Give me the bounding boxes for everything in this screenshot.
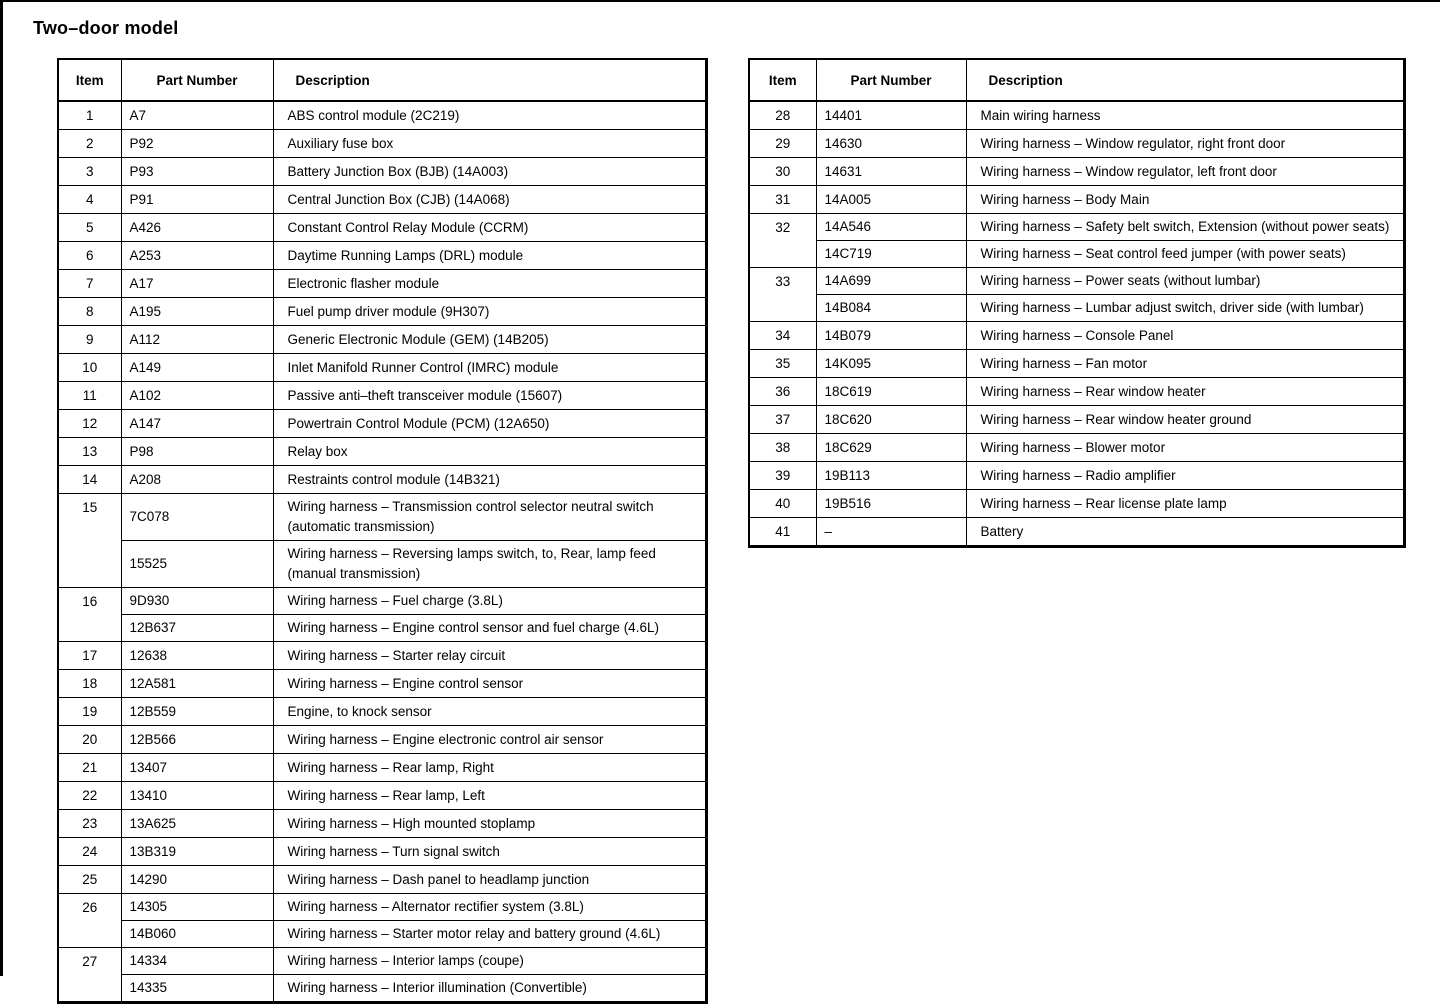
item-cell: 5	[58, 214, 121, 242]
description-cell: Central Junction Box (CJB) (14A068)	[273, 186, 707, 214]
table-row	[58, 698, 707, 726]
item-cell: 24	[58, 838, 121, 866]
item-cell: 26	[58, 894, 121, 948]
table-row	[749, 130, 1405, 158]
table-row	[58, 382, 707, 410]
table-row	[58, 158, 707, 186]
part-number-cell: 9D930	[121, 588, 273, 615]
header-row	[749, 59, 1405, 101]
part-number-cell: 14A546	[816, 214, 966, 241]
description-cell: ABS control module (2C219)	[273, 101, 707, 130]
description-cell: Wiring harness – Engine control sensor and fuel charge (4.6L)	[273, 615, 707, 642]
item-cell: 15	[58, 494, 121, 588]
item-cell: 23	[58, 810, 121, 838]
table-row	[749, 490, 1405, 518]
description-cell: Passive anti–theft transceiver module (15607)	[273, 382, 707, 410]
table-row	[749, 518, 1405, 547]
table-row	[749, 186, 1405, 214]
item-cell: 31	[749, 186, 816, 214]
description-cell: Wiring harness – Rear window heater ground	[966, 406, 1405, 434]
table-row	[58, 838, 707, 866]
description-cell: Wiring harness – Console Panel	[966, 322, 1405, 350]
part-number-cell: 13A625	[121, 810, 273, 838]
table-row	[58, 754, 707, 782]
item-cell: 13	[58, 438, 121, 466]
part-number-cell: 14290	[121, 866, 273, 894]
item-cell: 25	[58, 866, 121, 894]
table-row	[58, 298, 707, 326]
item-cell: 4	[58, 186, 121, 214]
item-cell: 21	[58, 754, 121, 782]
part-number-cell: 14630	[816, 130, 966, 158]
item-cell: 11	[58, 382, 121, 410]
description-cell: Constant Control Relay Module (CCRM)	[273, 214, 707, 242]
part-number-cell: 14631	[816, 158, 966, 186]
table-row	[58, 615, 707, 642]
column-header-description: Description	[273, 59, 707, 101]
part-number-cell: P98	[121, 438, 273, 466]
item-cell: 14	[58, 466, 121, 494]
parts-table-left	[57, 58, 708, 1004]
table-header	[58, 59, 707, 101]
description-cell: Wiring harness – Window regulator, left front door	[966, 158, 1405, 186]
part-number-cell: 12B559	[121, 698, 273, 726]
table-body	[58, 101, 707, 1003]
table-row	[749, 101, 1405, 130]
description-cell: Engine, to knock sensor	[273, 698, 707, 726]
header-row	[58, 59, 707, 101]
table-row	[749, 268, 1405, 295]
description-cell: Wiring harness – Seat control feed jumper (with power seats)	[966, 241, 1405, 268]
table-row	[749, 434, 1405, 462]
part-number-cell: P92	[121, 130, 273, 158]
description-cell: Auxiliary fuse box	[273, 130, 707, 158]
description-cell: Generic Electronic Module (GEM) (14B205)	[273, 326, 707, 354]
column-header-description: Description	[966, 59, 1405, 101]
description-cell: Wiring harness – Lumbar adjust switch, driver side (with lumbar)	[966, 295, 1405, 322]
table-row	[58, 541, 707, 588]
item-cell: 29	[749, 130, 816, 158]
item-cell: 22	[58, 782, 121, 810]
part-number-cell: 12A581	[121, 670, 273, 698]
table-row	[58, 354, 707, 382]
description-cell: Wiring harness – Transmission control selector neutral switch (automatic transmission)	[273, 494, 707, 541]
table-row	[58, 214, 707, 242]
part-number-cell: 19B516	[816, 490, 966, 518]
description-cell: Battery	[966, 518, 1405, 547]
part-number-cell: A7	[121, 101, 273, 130]
part-number-cell: A17	[121, 270, 273, 298]
description-cell: Wiring harness – Rear window heater	[966, 378, 1405, 406]
part-number-cell: 12638	[121, 642, 273, 670]
table-row	[58, 670, 707, 698]
part-number-cell: A147	[121, 410, 273, 438]
description-cell: Wiring harness – Alternator rectifier system (3.8L)	[273, 894, 707, 921]
item-cell: 36	[749, 378, 816, 406]
description-cell: Restraints control module (14B321)	[273, 466, 707, 494]
table-row	[58, 588, 707, 615]
part-number-cell: A208	[121, 466, 273, 494]
table-row	[58, 921, 707, 948]
table-row	[749, 462, 1405, 490]
part-number-cell: 18C620	[816, 406, 966, 434]
description-cell: Inlet Manifold Runner Control (IMRC) module	[273, 354, 707, 382]
description-cell: Wiring harness – Engine control sensor	[273, 670, 707, 698]
table-row	[58, 894, 707, 921]
description-cell: Wiring harness – Interior lamps (coupe)	[273, 948, 707, 975]
table-row	[749, 406, 1405, 434]
item-cell: 10	[58, 354, 121, 382]
description-cell: Relay box	[273, 438, 707, 466]
table-row	[58, 410, 707, 438]
part-number-cell: 14335	[121, 975, 273, 1003]
part-number-cell: 14C719	[816, 241, 966, 268]
item-cell: 3	[58, 158, 121, 186]
item-cell: 41	[749, 518, 816, 547]
table-row	[58, 726, 707, 754]
description-cell: Main wiring harness	[966, 101, 1405, 130]
description-cell: Wiring harness – Body Main	[966, 186, 1405, 214]
table-row	[749, 378, 1405, 406]
item-cell: 7	[58, 270, 121, 298]
table-row	[58, 242, 707, 270]
item-cell: 39	[749, 462, 816, 490]
part-number-cell: 14B060	[121, 921, 273, 948]
part-number-cell: 14B084	[816, 295, 966, 322]
table-row	[58, 975, 707, 1003]
item-cell: 37	[749, 406, 816, 434]
scan-edge-left	[0, 0, 3, 976]
item-cell: 17	[58, 642, 121, 670]
table-row	[749, 241, 1405, 268]
description-cell: Wiring harness – Rear lamp, Right	[273, 754, 707, 782]
description-cell: Wiring harness – Starter relay circuit	[273, 642, 707, 670]
description-cell: Wiring harness – Fuel charge (3.8L)	[273, 588, 707, 615]
part-number-cell: 13B319	[121, 838, 273, 866]
description-cell: Wiring harness – Power seats (without lumbar)	[966, 268, 1405, 295]
description-cell: Wiring harness – Fan motor	[966, 350, 1405, 378]
part-number-cell: 19B113	[816, 462, 966, 490]
description-cell: Battery Junction Box (BJB) (14A003)	[273, 158, 707, 186]
table-row	[58, 130, 707, 158]
table-row	[749, 295, 1405, 322]
table-row	[58, 810, 707, 838]
table-row	[749, 350, 1405, 378]
part-number-cell: A102	[121, 382, 273, 410]
description-cell: Wiring harness – Reversing lamps switch, to, Rear, lamp feed (manual transmission)	[273, 541, 707, 588]
table-row	[58, 270, 707, 298]
item-cell: 28	[749, 101, 816, 130]
item-cell: 12	[58, 410, 121, 438]
description-cell: Wiring harness – Engine electronic control air sensor	[273, 726, 707, 754]
table-row	[58, 948, 707, 975]
description-cell: Wiring harness – Rear lamp, Left	[273, 782, 707, 810]
table-row	[58, 466, 707, 494]
item-cell: 27	[58, 948, 121, 1003]
item-cell: 2	[58, 130, 121, 158]
part-number-cell: A426	[121, 214, 273, 242]
description-cell: Wiring harness – Window regulator, right front door	[966, 130, 1405, 158]
item-cell: 30	[749, 158, 816, 186]
part-number-cell: 14A699	[816, 268, 966, 295]
part-number-cell: A195	[121, 298, 273, 326]
table-row	[749, 214, 1405, 241]
column-header-item: Item	[58, 59, 121, 101]
part-number-cell: 14401	[816, 101, 966, 130]
part-number-cell: P91	[121, 186, 273, 214]
item-cell: 8	[58, 298, 121, 326]
item-cell: 18	[58, 670, 121, 698]
table-body	[749, 101, 1405, 547]
part-number-cell: P93	[121, 158, 273, 186]
parts-table-right	[748, 58, 1406, 548]
description-cell: Daytime Running Lamps (DRL) module	[273, 242, 707, 270]
table-row	[58, 494, 707, 541]
description-cell: Wiring harness – Safety belt switch, Extension (without power seats)	[966, 214, 1405, 241]
page-title: Two–door model	[33, 18, 179, 38]
description-cell: Wiring harness – High mounted stoplamp	[273, 810, 707, 838]
part-number-cell: 14305	[121, 894, 273, 921]
description-cell: Wiring harness – Radio amplifier	[966, 462, 1405, 490]
table-header	[749, 59, 1405, 101]
table-row	[58, 326, 707, 354]
table-row	[749, 322, 1405, 350]
part-number-cell: A149	[121, 354, 273, 382]
table-row	[749, 158, 1405, 186]
table-row	[58, 866, 707, 894]
item-cell: 16	[58, 588, 121, 642]
table-row	[58, 186, 707, 214]
part-number-cell: 14A005	[816, 186, 966, 214]
column-header-item: Item	[749, 59, 816, 101]
part-number-cell: 13407	[121, 754, 273, 782]
item-cell: 19	[58, 698, 121, 726]
item-cell: 38	[749, 434, 816, 462]
part-number-cell: 14334	[121, 948, 273, 975]
item-cell: 40	[749, 490, 816, 518]
table-row	[58, 438, 707, 466]
item-cell: 9	[58, 326, 121, 354]
item-cell: 33	[749, 268, 816, 322]
table-row	[58, 782, 707, 810]
item-cell: 6	[58, 242, 121, 270]
part-number-cell: 13410	[121, 782, 273, 810]
description-cell: Wiring harness – Interior illumination (Convertible)	[273, 975, 707, 1003]
part-number-cell: A253	[121, 242, 273, 270]
part-number-cell: 18C619	[816, 378, 966, 406]
column-header-part-number: Part Number	[816, 59, 966, 101]
table-row	[58, 101, 707, 130]
description-cell: Wiring harness – Dash panel to headlamp junction	[273, 866, 707, 894]
description-cell: Fuel pump driver module (9H307)	[273, 298, 707, 326]
description-cell: Electronic flasher module	[273, 270, 707, 298]
description-cell: Wiring harness – Turn signal switch	[273, 838, 707, 866]
part-number-cell: A112	[121, 326, 273, 354]
table-row	[58, 642, 707, 670]
part-number-cell: 14K095	[816, 350, 966, 378]
scan-edge-top	[0, 0, 1440, 2]
part-number-cell: 15525	[121, 541, 273, 588]
part-number-cell: 7C078	[121, 494, 273, 541]
item-cell: 20	[58, 726, 121, 754]
part-number-cell: 14B079	[816, 322, 966, 350]
part-number-cell: –	[816, 518, 966, 547]
item-cell: 32	[749, 214, 816, 268]
description-cell: Powertrain Control Module (PCM) (12A650)	[273, 410, 707, 438]
description-cell: Wiring harness – Rear license plate lamp	[966, 490, 1405, 518]
part-number-cell: 18C629	[816, 434, 966, 462]
part-number-cell: 12B637	[121, 615, 273, 642]
item-cell: 35	[749, 350, 816, 378]
column-header-part-number: Part Number	[121, 59, 273, 101]
description-cell: Wiring harness – Blower motor	[966, 434, 1405, 462]
item-cell: 1	[58, 101, 121, 130]
description-cell: Wiring harness – Starter motor relay and battery ground (4.6L)	[273, 921, 707, 948]
item-cell: 34	[749, 322, 816, 350]
part-number-cell: 12B566	[121, 726, 273, 754]
